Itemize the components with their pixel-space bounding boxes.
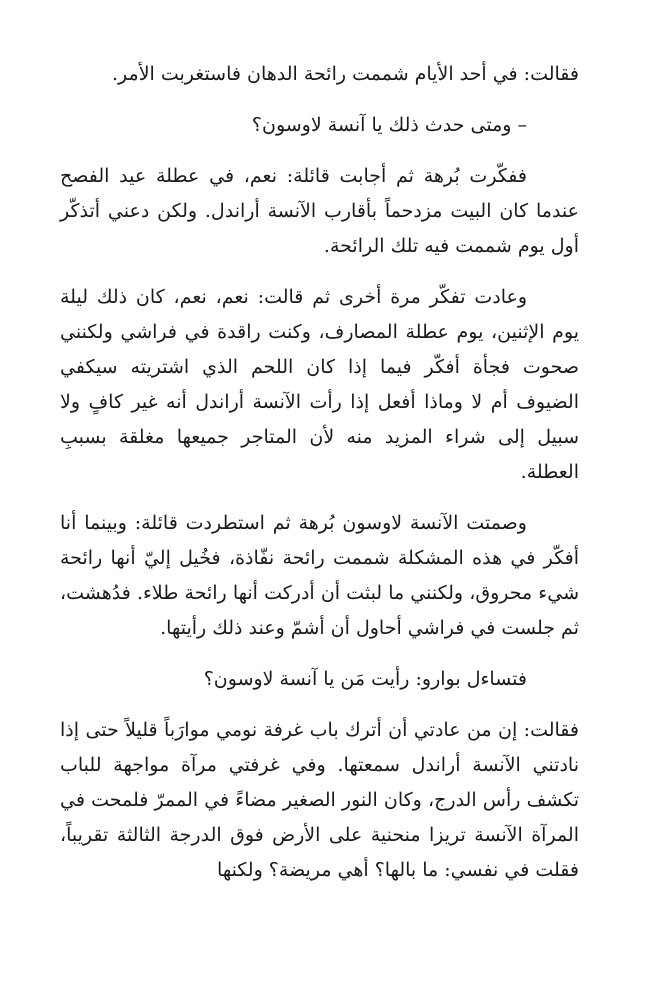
paragraph-question-when: – ومتى حدث ذلك يا آنسة لاوسون؟ [251,114,527,136]
paragraph-monday-night: وعادت تفكّر مرة أخرى ثم قالت: نعم، نعم، كان ذلك ليلة يوم الإثنين، يوم عطلة المصارف، وكنت راقدة في فراشي ولكنني صحوت فجأة أفكّر فيما إذا كان اللحم الذي اشتريته سيكفي الضيوف أم لا وماذا أفعل إذا رأت الآنسة أراندل أنه غير كافٍ ولا سبيل إلى شراء المزيد منه لأن المتاجر جميعها مغلقة بسببِ العطلة. [60,286,579,483]
paragraph-paint-smell: فقالت: في أحد الأيام شممت رائحة الدهان فاستغربت الأمر. [112,63,579,85]
paragraph-poirot-question: فتساءل بوارو: رأيت مَن يا آنسة لاوسون؟ [203,668,527,690]
paragraph-smell-of-paint: وصمتت الآنسة لاوسون بُرهة ثم استطردت قائلة: وبينما أنا أفكّر في هذه المشكلة شممت رائحة نفّاذة، فخُيل إليّ أنها رائحة شيء محروق، ولكنني ما لبثت أن أدركت أنها رائحة طلاء. فدُهشت، ثم جلست في فراشي أحاول أن أشمّ وعند ذلك رأيتها. [60,512,579,639]
paragraph-mirror-view: فقالت: إن من عادتي أن أترك باب غرفة نومي موارَباً قليلاً حتى إذا نادتني الآنسة أراندل سمعتها. وفي غرفتي مرآة مواجهة للباب تكشف رأس الدرج، وكان النور الصغير مضاءً في الممرّ فلمحت في المرآة الآنسة تريزا منحنية على الأرض فوق الدرجة الثالثة تقريباً، فقلت في نفسي: ما بالها؟ أهي مريضة؟ ولكنها [60,719,579,881]
paragraph-easter-holiday: ففكّرت بُرهة ثم أجابت قائلة: نعم، في عطلة عيد الفصح عندما كان البيت مزدحماً بأقارب الآنسة أراندل. ولكن دعني أتذكّر أول يوم شممت فيه تلك الرائحة. [60,165,579,257]
